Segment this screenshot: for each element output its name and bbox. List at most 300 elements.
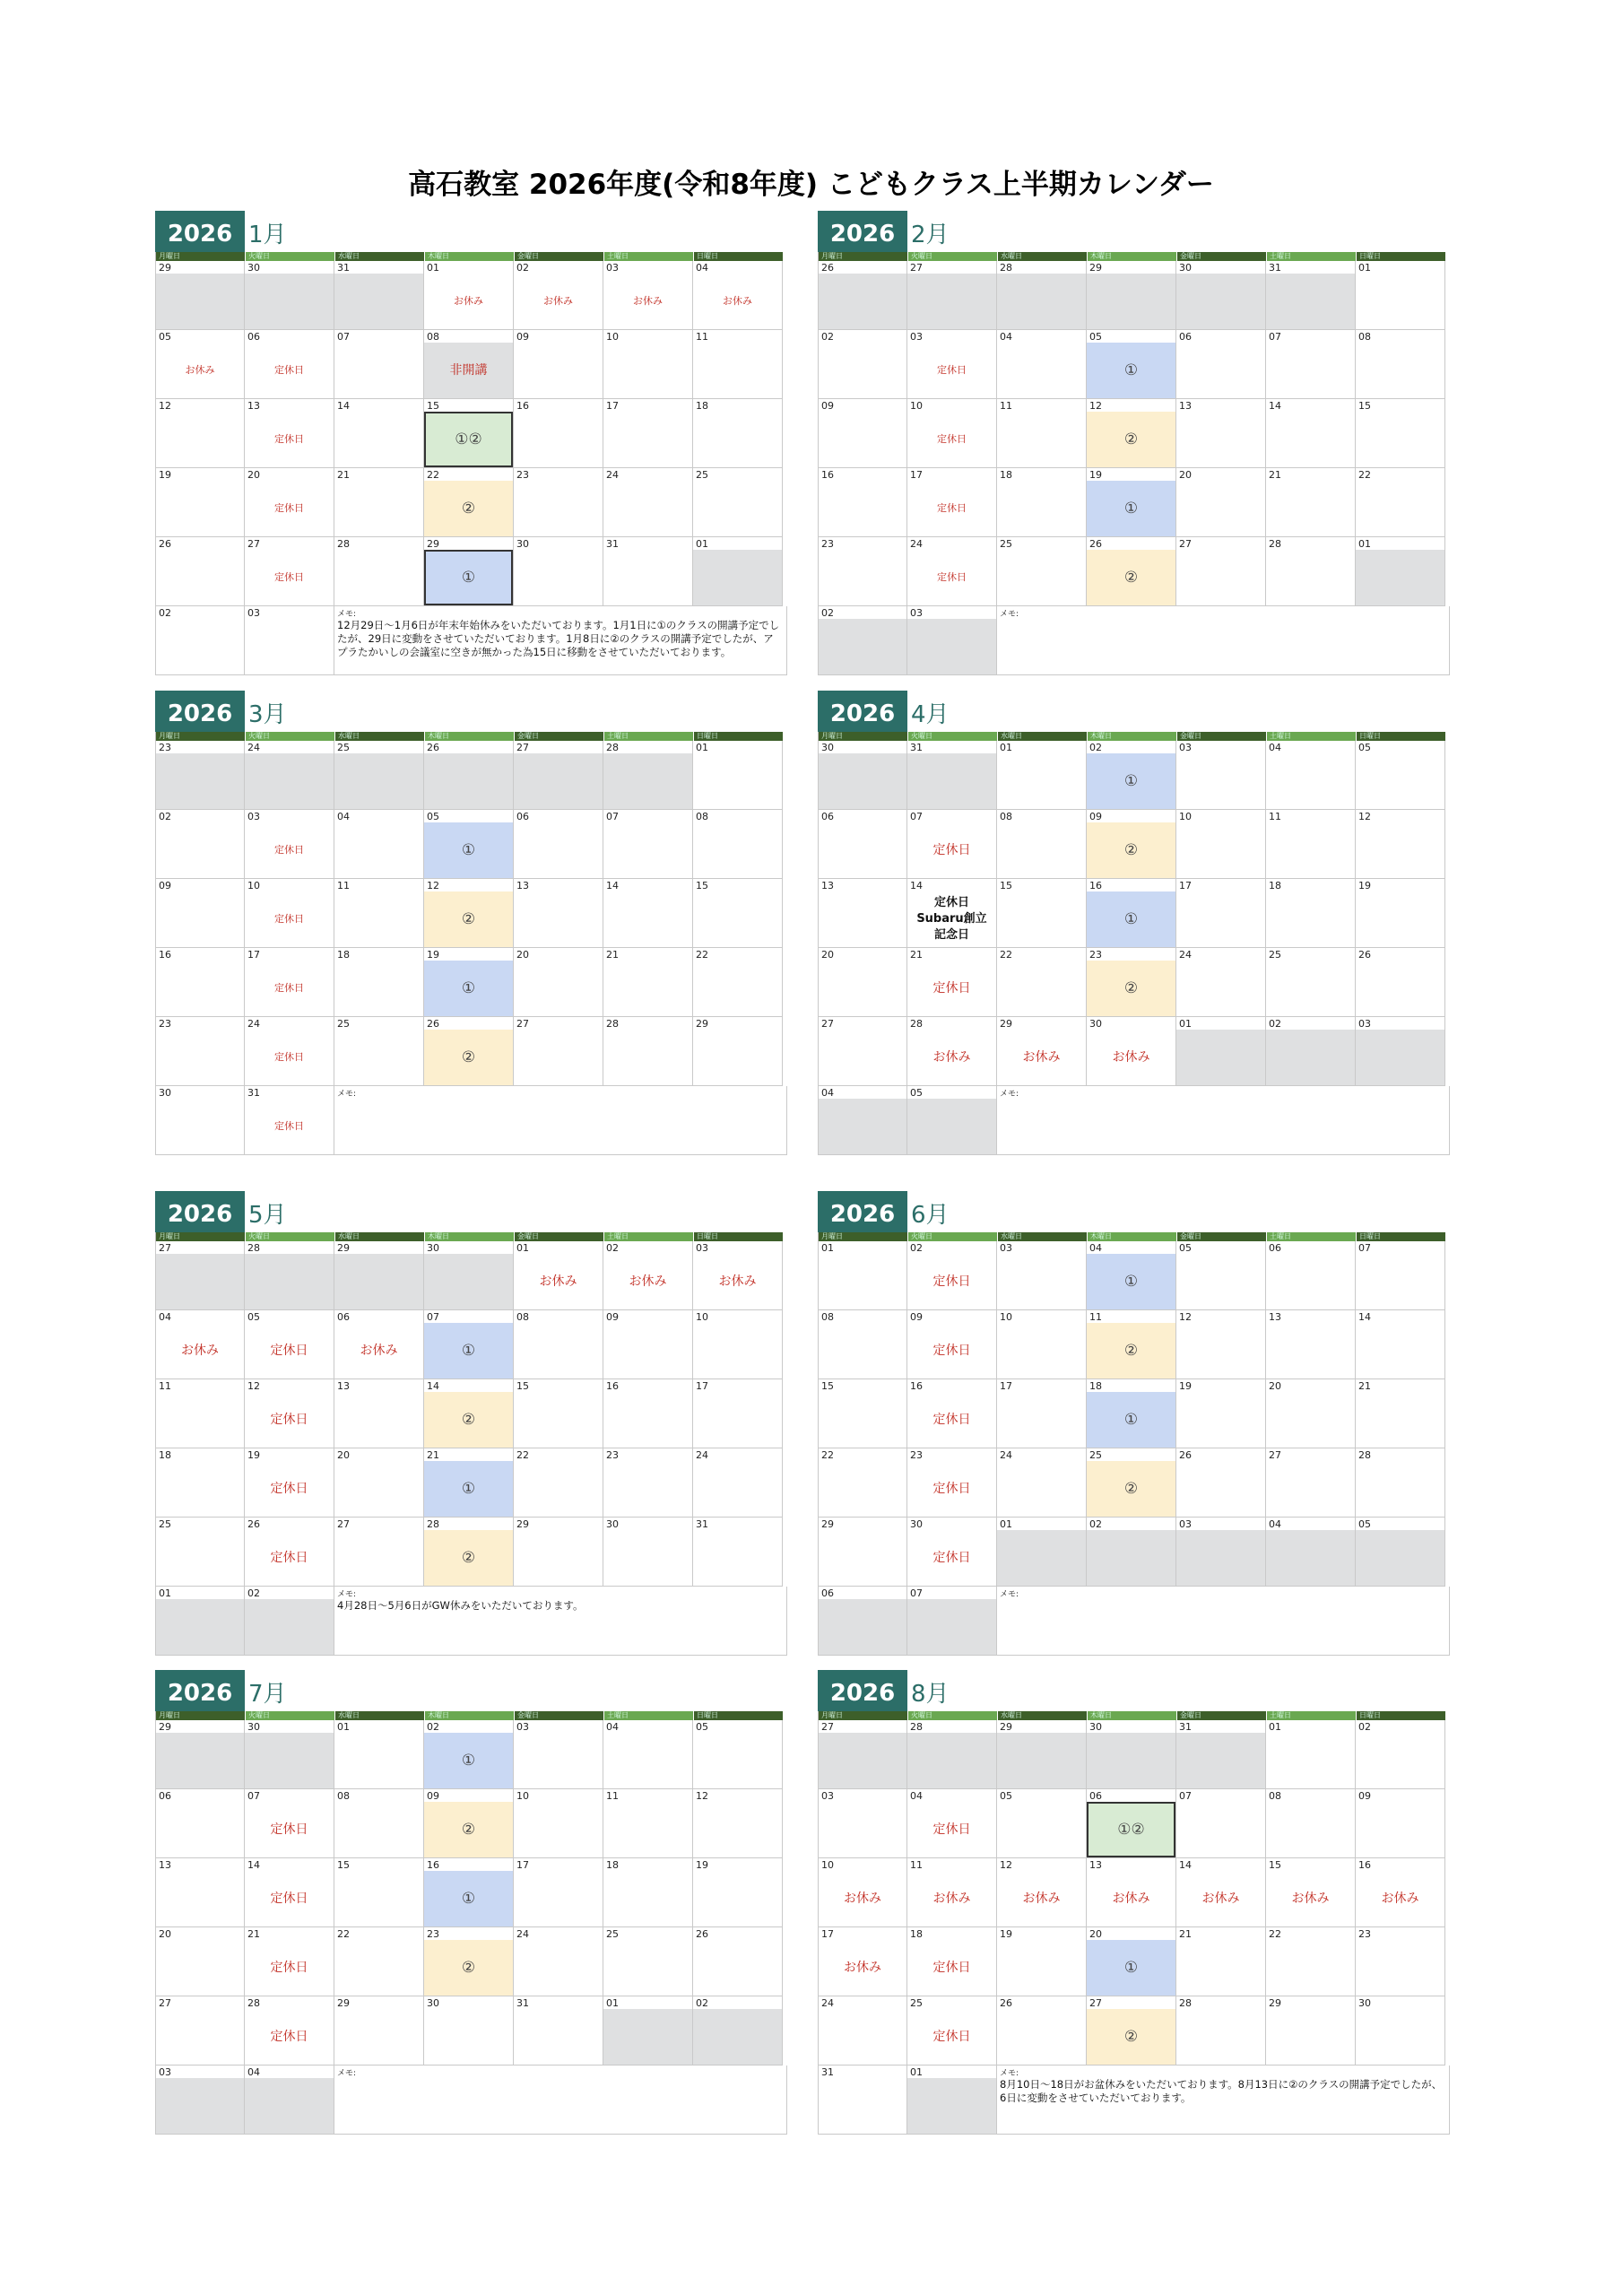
day-cell[interactable]: [603, 399, 693, 468]
day-cell[interactable]: [1087, 1448, 1176, 1518]
day-cell[interactable]: [1176, 879, 1266, 948]
day-cell[interactable]: [424, 1927, 514, 1996]
day-cell[interactable]: [245, 810, 334, 879]
day-cell[interactable]: [693, 1017, 783, 1086]
day-cell[interactable]: [245, 399, 334, 468]
day-cell[interactable]: [424, 1017, 514, 1086]
day-cell[interactable]: [424, 399, 514, 468]
day-cell[interactable]: [245, 1720, 334, 1789]
day-cell[interactable]: [997, 1448, 1087, 1518]
day-cell[interactable]: [1176, 261, 1266, 330]
day-cell[interactable]: [907, 468, 997, 537]
day-cell[interactable]: [818, 2066, 907, 2135]
day-cell[interactable]: [603, 1789, 693, 1858]
day-cell[interactable]: [424, 1379, 514, 1448]
day-cell[interactable]: [334, 1310, 424, 1379]
day-cell[interactable]: [514, 1379, 603, 1448]
day-cell[interactable]: [1356, 1720, 1445, 1789]
day-cell[interactable]: [245, 741, 334, 810]
day-cell[interactable]: [155, 948, 245, 1017]
day-cell[interactable]: [907, 810, 997, 879]
day-cell[interactable]: [1087, 468, 1176, 537]
day-cell[interactable]: [334, 1518, 424, 1587]
day-cell[interactable]: [334, 1017, 424, 1086]
day-cell[interactable]: [1266, 1017, 1356, 1086]
day-cell[interactable]: [603, 537, 693, 606]
day-cell[interactable]: [603, 948, 693, 1017]
day-cell[interactable]: [424, 330, 514, 399]
day-cell[interactable]: [424, 1310, 514, 1379]
day-cell[interactable]: [818, 330, 907, 399]
day-cell[interactable]: [1356, 1996, 1445, 2066]
day-cell[interactable]: [997, 1518, 1087, 1587]
day-cell[interactable]: [245, 948, 334, 1017]
day-cell[interactable]: [997, 399, 1087, 468]
day-cell[interactable]: [1176, 1379, 1266, 1448]
day-cell[interactable]: [155, 330, 245, 399]
day-cell[interactable]: [1087, 1927, 1176, 1996]
day-cell[interactable]: [514, 330, 603, 399]
day-cell[interactable]: [514, 1518, 603, 1587]
day-cell[interactable]: [424, 1858, 514, 1927]
day-cell[interactable]: [155, 1720, 245, 1789]
day-cell[interactable]: [424, 810, 514, 879]
day-cell[interactable]: [424, 261, 514, 330]
day-cell[interactable]: [907, 1086, 997, 1155]
day-cell[interactable]: [997, 330, 1087, 399]
day-cell[interactable]: [1176, 399, 1266, 468]
day-cell[interactable]: [155, 1996, 245, 2066]
day-cell[interactable]: [334, 1720, 424, 1789]
memo-cell[interactable]: [334, 2066, 787, 2135]
day-cell[interactable]: [1087, 879, 1176, 948]
day-cell[interactable]: [424, 1241, 514, 1310]
day-cell[interactable]: [155, 2066, 245, 2135]
day-cell[interactable]: [1087, 330, 1176, 399]
day-cell[interactable]: [603, 1241, 693, 1310]
day-cell[interactable]: [424, 741, 514, 810]
day-cell[interactable]: [693, 261, 783, 330]
day-cell[interactable]: [245, 1379, 334, 1448]
day-cell[interactable]: [514, 1996, 603, 2066]
day-cell[interactable]: [514, 1720, 603, 1789]
day-cell[interactable]: [155, 1310, 245, 1379]
day-cell[interactable]: [1176, 948, 1266, 1017]
day-cell[interactable]: [603, 330, 693, 399]
day-cell[interactable]: [818, 879, 907, 948]
day-cell[interactable]: [424, 468, 514, 537]
day-cell[interactable]: [693, 1927, 783, 1996]
day-cell[interactable]: [334, 1996, 424, 2066]
day-cell[interactable]: [155, 468, 245, 537]
day-cell[interactable]: [334, 399, 424, 468]
day-cell[interactable]: [818, 948, 907, 1017]
day-cell[interactable]: [1176, 1858, 1266, 1927]
memo-cell[interactable]: [997, 2066, 1450, 2135]
day-cell[interactable]: [907, 1310, 997, 1379]
day-cell[interactable]: [818, 1518, 907, 1587]
day-cell[interactable]: [818, 741, 907, 810]
day-cell[interactable]: [334, 1927, 424, 1996]
day-cell[interactable]: [424, 879, 514, 948]
day-cell[interactable]: [603, 468, 693, 537]
day-cell[interactable]: [693, 399, 783, 468]
day-cell[interactable]: [907, 741, 997, 810]
day-cell[interactable]: [245, 1858, 334, 1927]
day-cell[interactable]: [1266, 1858, 1356, 1927]
day-cell[interactable]: [1356, 1448, 1445, 1518]
day-cell[interactable]: [1266, 1518, 1356, 1587]
day-cell[interactable]: [424, 1720, 514, 1789]
day-cell[interactable]: [1176, 1789, 1266, 1858]
day-cell[interactable]: [1356, 1310, 1445, 1379]
day-cell[interactable]: [1176, 1927, 1266, 1996]
day-cell[interactable]: [818, 1241, 907, 1310]
day-cell[interactable]: [334, 741, 424, 810]
day-cell[interactable]: [155, 1858, 245, 1927]
day-cell[interactable]: [245, 606, 334, 675]
day-cell[interactable]: [818, 1789, 907, 1858]
day-cell[interactable]: [245, 261, 334, 330]
day-cell[interactable]: [1087, 1241, 1176, 1310]
day-cell[interactable]: [1266, 1379, 1356, 1448]
memo-cell[interactable]: [997, 1587, 1450, 1656]
day-cell[interactable]: [245, 1587, 334, 1656]
day-cell[interactable]: [603, 1720, 693, 1789]
day-cell[interactable]: [514, 810, 603, 879]
day-cell[interactable]: [334, 1379, 424, 1448]
day-cell[interactable]: [997, 1927, 1087, 1996]
day-cell[interactable]: [1266, 741, 1356, 810]
day-cell[interactable]: [334, 1241, 424, 1310]
day-cell[interactable]: [693, 1858, 783, 1927]
day-cell[interactable]: [1087, 261, 1176, 330]
day-cell[interactable]: [997, 1789, 1087, 1858]
day-cell[interactable]: [1266, 1927, 1356, 1996]
memo-cell[interactable]: [334, 1587, 787, 1656]
day-cell[interactable]: [1266, 1310, 1356, 1379]
day-cell[interactable]: [907, 330, 997, 399]
day-cell[interactable]: [155, 1518, 245, 1587]
day-cell[interactable]: [907, 879, 997, 948]
day-cell[interactable]: [1176, 1448, 1266, 1518]
day-cell[interactable]: [818, 1379, 907, 1448]
day-cell[interactable]: [693, 468, 783, 537]
day-cell[interactable]: [693, 1518, 783, 1587]
day-cell[interactable]: [245, 468, 334, 537]
day-cell[interactable]: [907, 606, 997, 675]
day-cell[interactable]: [1356, 537, 1445, 606]
day-cell[interactable]: [907, 1927, 997, 1996]
day-cell[interactable]: [514, 1789, 603, 1858]
day-cell[interactable]: [1356, 468, 1445, 537]
day-cell[interactable]: [1266, 399, 1356, 468]
day-cell[interactable]: [514, 1927, 603, 1996]
day-cell[interactable]: [693, 1720, 783, 1789]
day-cell[interactable]: [1176, 741, 1266, 810]
day-cell[interactable]: [245, 2066, 334, 2135]
day-cell[interactable]: [1176, 537, 1266, 606]
day-cell[interactable]: [514, 741, 603, 810]
day-cell[interactable]: [514, 1017, 603, 1086]
day-cell[interactable]: [907, 1241, 997, 1310]
day-cell[interactable]: [907, 1996, 997, 2066]
day-cell[interactable]: [155, 1789, 245, 1858]
day-cell[interactable]: [155, 879, 245, 948]
day-cell[interactable]: [424, 1996, 514, 2066]
day-cell[interactable]: [997, 948, 1087, 1017]
day-cell[interactable]: [334, 1858, 424, 1927]
day-cell[interactable]: [334, 330, 424, 399]
day-cell[interactable]: [818, 1310, 907, 1379]
day-cell[interactable]: [1266, 879, 1356, 948]
day-cell[interactable]: [155, 261, 245, 330]
day-cell[interactable]: [997, 1996, 1087, 2066]
day-cell[interactable]: [907, 1789, 997, 1858]
day-cell[interactable]: [1356, 948, 1445, 1017]
day-cell[interactable]: [997, 879, 1087, 948]
day-cell[interactable]: [1356, 1518, 1445, 1587]
day-cell[interactable]: [155, 810, 245, 879]
day-cell[interactable]: [818, 810, 907, 879]
day-cell[interactable]: [1087, 1789, 1176, 1858]
day-cell[interactable]: [1087, 1310, 1176, 1379]
day-cell[interactable]: [997, 810, 1087, 879]
day-cell[interactable]: [1087, 810, 1176, 879]
day-cell[interactable]: [1266, 1241, 1356, 1310]
day-cell[interactable]: [155, 1927, 245, 1996]
day-cell[interactable]: [1087, 537, 1176, 606]
day-cell[interactable]: [514, 1448, 603, 1518]
day-cell[interactable]: [818, 606, 907, 675]
day-cell[interactable]: [1356, 399, 1445, 468]
day-cell[interactable]: [997, 261, 1087, 330]
day-cell[interactable]: [1356, 1927, 1445, 1996]
day-cell[interactable]: [907, 1858, 997, 1927]
day-cell[interactable]: [1266, 1996, 1356, 2066]
day-cell[interactable]: [1266, 468, 1356, 537]
day-cell[interactable]: [245, 1241, 334, 1310]
day-cell[interactable]: [907, 1017, 997, 1086]
day-cell[interactable]: [1356, 1241, 1445, 1310]
day-cell[interactable]: [514, 399, 603, 468]
day-cell[interactable]: [603, 1310, 693, 1379]
day-cell[interactable]: [1087, 1379, 1176, 1448]
day-cell[interactable]: [603, 1996, 693, 2066]
day-cell[interactable]: [245, 1086, 334, 1155]
day-cell[interactable]: [1176, 468, 1266, 537]
day-cell[interactable]: [997, 468, 1087, 537]
day-cell[interactable]: [907, 1587, 997, 1656]
day-cell[interactable]: [997, 741, 1087, 810]
day-cell[interactable]: [514, 261, 603, 330]
day-cell[interactable]: [997, 1858, 1087, 1927]
day-cell[interactable]: [997, 537, 1087, 606]
day-cell[interactable]: [693, 1241, 783, 1310]
day-cell[interactable]: [1356, 741, 1445, 810]
day-cell[interactable]: [603, 1379, 693, 1448]
day-cell[interactable]: [424, 1448, 514, 1518]
day-cell[interactable]: [1087, 1858, 1176, 1927]
day-cell[interactable]: [1176, 1518, 1266, 1587]
day-cell[interactable]: [603, 1017, 693, 1086]
day-cell[interactable]: [603, 1858, 693, 1927]
day-cell[interactable]: [1266, 1448, 1356, 1518]
day-cell[interactable]: [1356, 261, 1445, 330]
day-cell[interactable]: [1266, 810, 1356, 879]
day-cell[interactable]: [818, 1927, 907, 1996]
day-cell[interactable]: [1356, 1379, 1445, 1448]
day-cell[interactable]: [818, 468, 907, 537]
day-cell[interactable]: [514, 1858, 603, 1927]
day-cell[interactable]: [155, 1379, 245, 1448]
day-cell[interactable]: [818, 1086, 907, 1155]
day-cell[interactable]: [334, 468, 424, 537]
day-cell[interactable]: [907, 537, 997, 606]
day-cell[interactable]: [514, 1310, 603, 1379]
day-cell[interactable]: [334, 537, 424, 606]
day-cell[interactable]: [693, 948, 783, 1017]
day-cell[interactable]: [1087, 1017, 1176, 1086]
day-cell[interactable]: [1356, 1789, 1445, 1858]
day-cell[interactable]: [907, 2066, 997, 2135]
day-cell[interactable]: [907, 1518, 997, 1587]
day-cell[interactable]: [1266, 1720, 1356, 1789]
day-cell[interactable]: [997, 1379, 1087, 1448]
day-cell[interactable]: [603, 741, 693, 810]
day-cell[interactable]: [334, 948, 424, 1017]
day-cell[interactable]: [1266, 537, 1356, 606]
day-cell[interactable]: [334, 810, 424, 879]
day-cell[interactable]: [693, 1996, 783, 2066]
day-cell[interactable]: [1087, 741, 1176, 810]
day-cell[interactable]: [1087, 1518, 1176, 1587]
day-cell[interactable]: [1087, 1720, 1176, 1789]
day-cell[interactable]: [334, 1448, 424, 1518]
day-cell[interactable]: [245, 1310, 334, 1379]
day-cell[interactable]: [334, 261, 424, 330]
day-cell[interactable]: [1176, 1720, 1266, 1789]
day-cell[interactable]: [155, 399, 245, 468]
day-cell[interactable]: [1176, 810, 1266, 879]
day-cell[interactable]: [693, 879, 783, 948]
day-cell[interactable]: [245, 1017, 334, 1086]
day-cell[interactable]: [1356, 810, 1445, 879]
memo-cell[interactable]: [997, 606, 1450, 675]
day-cell[interactable]: [245, 1448, 334, 1518]
day-cell[interactable]: [818, 1017, 907, 1086]
day-cell[interactable]: [997, 1310, 1087, 1379]
day-cell[interactable]: [245, 537, 334, 606]
day-cell[interactable]: [693, 1789, 783, 1858]
day-cell[interactable]: [514, 879, 603, 948]
day-cell[interactable]: [693, 330, 783, 399]
day-cell[interactable]: [1356, 330, 1445, 399]
day-cell[interactable]: [1176, 1017, 1266, 1086]
day-cell[interactable]: [907, 1720, 997, 1789]
day-cell[interactable]: [155, 1017, 245, 1086]
day-cell[interactable]: [155, 1448, 245, 1518]
day-cell[interactable]: [155, 1241, 245, 1310]
memo-cell[interactable]: [334, 606, 787, 675]
day-cell[interactable]: [603, 1518, 693, 1587]
day-cell[interactable]: [334, 879, 424, 948]
day-cell[interactable]: [1176, 330, 1266, 399]
day-cell[interactable]: [818, 1448, 907, 1518]
day-cell[interactable]: [818, 399, 907, 468]
day-cell[interactable]: [1356, 879, 1445, 948]
day-cell[interactable]: [1087, 399, 1176, 468]
day-cell[interactable]: [1266, 1789, 1356, 1858]
day-cell[interactable]: [245, 1789, 334, 1858]
day-cell[interactable]: [1176, 1996, 1266, 2066]
day-cell[interactable]: [818, 1587, 907, 1656]
day-cell[interactable]: [907, 948, 997, 1017]
day-cell[interactable]: [245, 1927, 334, 1996]
day-cell[interactable]: [693, 537, 783, 606]
day-cell[interactable]: [1356, 1858, 1445, 1927]
day-cell[interactable]: [693, 810, 783, 879]
day-cell[interactable]: [603, 1927, 693, 1996]
day-cell[interactable]: [693, 741, 783, 810]
day-cell[interactable]: [693, 1448, 783, 1518]
day-cell[interactable]: [818, 1720, 907, 1789]
day-cell[interactable]: [424, 948, 514, 1017]
day-cell[interactable]: [1266, 261, 1356, 330]
day-cell[interactable]: [245, 1996, 334, 2066]
day-cell[interactable]: [514, 468, 603, 537]
day-cell[interactable]: [155, 1086, 245, 1155]
day-cell[interactable]: [1266, 330, 1356, 399]
day-cell[interactable]: [603, 879, 693, 948]
day-cell[interactable]: [514, 948, 603, 1017]
day-cell[interactable]: [424, 1518, 514, 1587]
day-cell[interactable]: [818, 537, 907, 606]
memo-cell[interactable]: [997, 1086, 1450, 1155]
day-cell[interactable]: [1087, 948, 1176, 1017]
day-cell[interactable]: [334, 1789, 424, 1858]
day-cell[interactable]: [245, 330, 334, 399]
day-cell[interactable]: [907, 1379, 997, 1448]
day-cell[interactable]: [603, 810, 693, 879]
day-cell[interactable]: [155, 1587, 245, 1656]
day-cell[interactable]: [693, 1379, 783, 1448]
memo-cell[interactable]: [334, 1086, 787, 1155]
day-cell[interactable]: [514, 1241, 603, 1310]
day-cell[interactable]: [1356, 1017, 1445, 1086]
day-cell[interactable]: [907, 261, 997, 330]
day-cell[interactable]: [245, 1518, 334, 1587]
day-cell[interactable]: [907, 1448, 997, 1518]
day-cell[interactable]: [1087, 1996, 1176, 2066]
day-cell[interactable]: [155, 606, 245, 675]
day-cell[interactable]: [424, 537, 514, 606]
day-cell[interactable]: [514, 537, 603, 606]
day-cell[interactable]: [603, 1448, 693, 1518]
day-cell[interactable]: [1176, 1310, 1266, 1379]
day-cell[interactable]: [603, 261, 693, 330]
day-cell[interactable]: [818, 261, 907, 330]
day-cell[interactable]: [907, 399, 997, 468]
day-cell[interactable]: [245, 879, 334, 948]
day-cell[interactable]: [155, 537, 245, 606]
day-cell[interactable]: [818, 1996, 907, 2066]
day-cell[interactable]: [997, 1241, 1087, 1310]
day-cell[interactable]: [997, 1017, 1087, 1086]
day-cell[interactable]: [155, 741, 245, 810]
day-cell[interactable]: [997, 1720, 1087, 1789]
day-cell[interactable]: [424, 1789, 514, 1858]
